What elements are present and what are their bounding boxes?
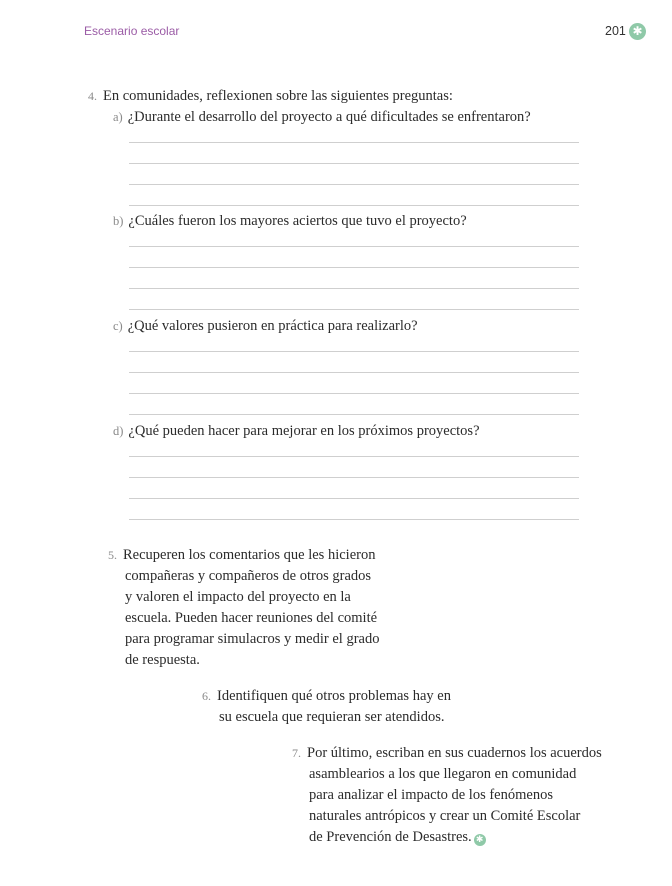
activity-number: 7. bbox=[292, 746, 301, 760]
activity-7 bbox=[292, 743, 602, 848]
page-number: 201 bbox=[605, 24, 626, 38]
answer-line[interactable] bbox=[129, 288, 579, 289]
question-letter: a) bbox=[113, 110, 123, 124]
answer-line[interactable] bbox=[129, 267, 579, 268]
star-icon: ✱ bbox=[629, 23, 646, 40]
paragraph-line: Identifiquen qué otros problemas hay en bbox=[217, 688, 451, 704]
answer-line[interactable] bbox=[129, 456, 579, 457]
paragraph-line: compañeras y compañeros de otros grados bbox=[125, 568, 372, 584]
paragraph-line: de respuesta. bbox=[125, 652, 200, 668]
answer-line[interactable] bbox=[129, 205, 579, 206]
question-letter: c) bbox=[113, 319, 123, 333]
activity-6 bbox=[202, 686, 451, 728]
star-icon: ✱ bbox=[474, 834, 486, 846]
answer-line[interactable] bbox=[129, 309, 579, 310]
question-b bbox=[113, 211, 467, 232]
question-letter: b) bbox=[113, 214, 124, 228]
paragraph-line: para programar simulacros y medir el grado bbox=[125, 631, 380, 647]
answer-line[interactable] bbox=[129, 477, 579, 478]
activity-5 bbox=[108, 545, 379, 671]
question-text: ¿Qué pueden hacer para mejorar en los próximos proyectos? bbox=[128, 423, 480, 439]
paragraph-line: para analizar el impacto de los fenómenos bbox=[309, 787, 553, 803]
activity-number: 6. bbox=[202, 689, 211, 703]
paragraph-line: su escuela que requieran ser atendidos. bbox=[219, 709, 445, 725]
question-a bbox=[113, 107, 531, 128]
question-d bbox=[113, 421, 480, 442]
question-text: ¿Cuáles fueron los mayores aciertos que tuvo el proyecto? bbox=[128, 213, 467, 229]
answer-line[interactable] bbox=[129, 414, 579, 415]
activity-text: En comunidades, reflexionen sobre las siguientes preguntas: bbox=[103, 88, 453, 104]
answer-line[interactable] bbox=[129, 351, 579, 352]
paragraph-line: Por último, escriban en sus cuadernos los acuerdos bbox=[307, 745, 602, 761]
answer-line[interactable] bbox=[129, 372, 579, 373]
answer-line[interactable] bbox=[129, 184, 579, 185]
answer-line[interactable] bbox=[129, 246, 579, 247]
question-text: ¿Durante el desarrollo del proyecto a qué dificultades se enfrentaron? bbox=[127, 109, 531, 125]
question-c bbox=[113, 316, 418, 337]
answer-line[interactable] bbox=[129, 393, 579, 394]
activity-4-prompt bbox=[88, 86, 453, 107]
answer-line[interactable] bbox=[129, 142, 579, 143]
answer-line[interactable] bbox=[129, 519, 579, 520]
section-label: Escenario escolar bbox=[84, 24, 180, 38]
answer-line[interactable] bbox=[129, 498, 579, 499]
activity-number: 5. bbox=[108, 548, 117, 562]
question-text: ¿Qué valores pusieron en práctica para realizarlo? bbox=[127, 318, 418, 334]
answer-line[interactable] bbox=[129, 163, 579, 164]
question-letter: d) bbox=[113, 424, 124, 438]
paragraph-line: y valoren el impacto del proyecto en la bbox=[125, 589, 351, 605]
paragraph-line: escuela. Pueden hacer reuniones del comité bbox=[125, 610, 378, 626]
paragraph-line: naturales antrópicos y crear un Comité Escolar bbox=[309, 808, 581, 824]
activity-number: 4. bbox=[88, 89, 97, 103]
paragraph-line: Recuperen los comentarios que les hicieron bbox=[123, 547, 376, 563]
paragraph-line: asamblearios a los que llegaron en comunidad bbox=[309, 766, 577, 782]
paragraph-line: de Prevención de Desastres. bbox=[309, 829, 472, 845]
